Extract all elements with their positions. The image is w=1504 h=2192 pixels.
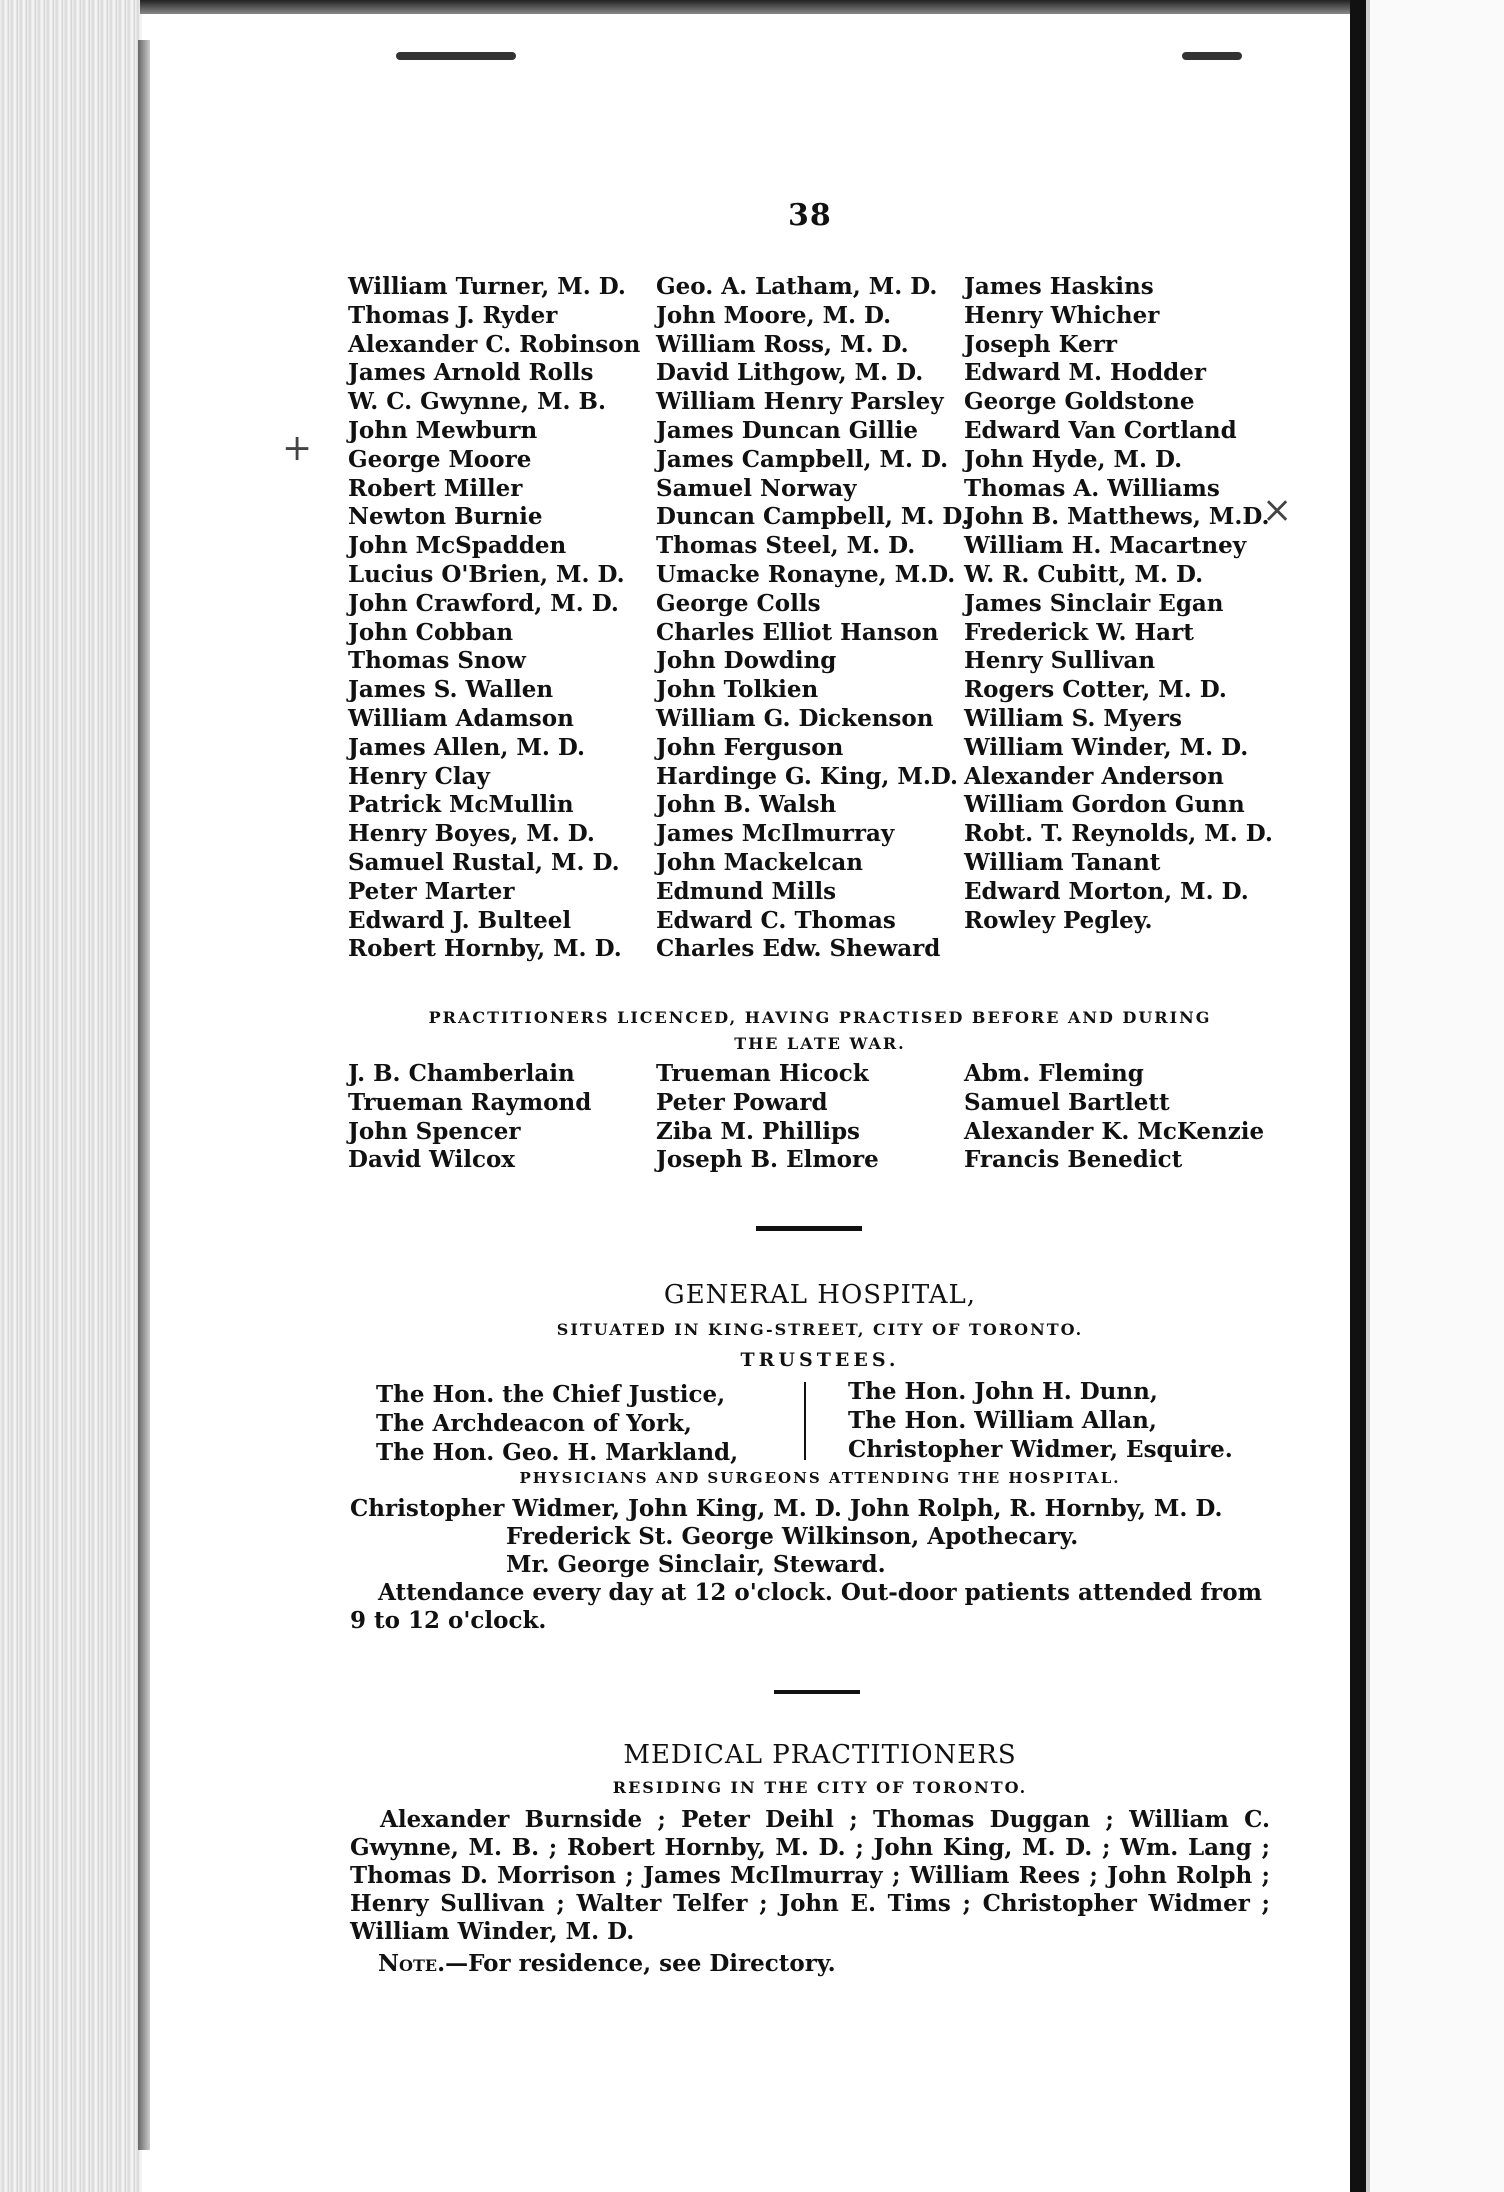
physician-name: Thomas A. Williams <box>964 474 1220 502</box>
practitioner-name: David Wilcox <box>348 1146 515 1174</box>
physician-name: William Henry Parsley <box>656 388 944 416</box>
physician-name: W. C. Gwynne, M. B. <box>348 388 606 416</box>
practitioner-name: Francis Benedict <box>964 1146 1183 1174</box>
physician-name: Thomas Steel, M. D. <box>656 532 916 560</box>
medical-title: MEDICAL PRACTITIONERS <box>623 1740 1017 1770</box>
physician-name: John Hyde, M. D. <box>964 445 1183 473</box>
physician-name: John Moore, M. D. <box>656 301 892 329</box>
physician-name: Peter Marter <box>348 877 515 905</box>
trustees-left <box>376 1380 738 1467</box>
physician-name: Thomas Snow <box>348 647 526 675</box>
physician-name: David Lithgow, M. D. <box>656 359 924 387</box>
licenced-heading-continued: THE LATE WAR. <box>734 1034 906 1053</box>
physician-name: James Allen, M. D. <box>348 733 586 761</box>
physician-name: Frederick W. Hart <box>964 618 1194 646</box>
trustees-right <box>848 1377 1233 1464</box>
physician-name: James McIlmurray <box>656 820 895 848</box>
physician-name: Robt. T. Reynolds, M. D. <box>964 820 1273 848</box>
steward-line: Mr. George Sinclair, Steward. <box>506 1551 886 1578</box>
practitioner-name: Trueman Hicock <box>656 1060 869 1087</box>
physician-name: Geo. A. Latham, M. D. <box>656 273 938 300</box>
physician-name: William G. Dickenson <box>656 704 934 732</box>
section-divider <box>756 1226 862 1231</box>
practitioner-name: Joseph B. Elmore <box>656 1146 879 1174</box>
licenced-column-1 <box>348 1060 591 1175</box>
physicians-column-2 <box>656 273 969 964</box>
physician-name: William Tanant <box>964 848 1161 876</box>
physician-name: James Arnold Rolls <box>348 359 594 387</box>
physician-name: William Adamson <box>348 704 574 732</box>
physician-name: John Dowding <box>656 647 837 675</box>
physician-name: Alexander C. Robinson <box>348 330 641 358</box>
page-stack-edge <box>0 0 142 2192</box>
physician-name: Henry Boyes, M. D. <box>348 820 595 848</box>
physician-name: W. R. Cubitt, M. D. <box>964 560 1204 588</box>
trustee-name: The Hon. William Allan, <box>848 1407 1157 1434</box>
physician-name: Charles Elliot Hanson <box>656 618 939 646</box>
physician-name: Edward J. Bulteel <box>348 906 572 934</box>
section-divider <box>774 1690 860 1694</box>
ink-smudge <box>396 52 516 60</box>
physician-name: James S. Wallen <box>348 676 554 704</box>
trustee-name: The Hon. the Chief Justice, <box>376 1381 726 1408</box>
physician-name: Lucius O'Brien, M. D. <box>348 560 625 588</box>
physician-name: Edmund Mills <box>656 877 837 905</box>
trustee-name: The Hon. John H. Dunn, <box>848 1378 1158 1405</box>
physician-name: Rowley Pegley. <box>964 906 1153 934</box>
licenced-column-3 <box>964 1060 1264 1175</box>
physician-name: George Goldstone <box>964 388 1195 416</box>
physician-name: Henry Sullivan <box>964 647 1156 675</box>
trustee-name: The Archdeacon of York, <box>376 1410 692 1437</box>
physician-name: John McSpadden <box>348 532 567 560</box>
practitioner-name: John Spencer <box>348 1117 521 1145</box>
gutter-shadow <box>1350 0 1366 2192</box>
physician-name: John Cobban <box>348 618 514 646</box>
attendance-line: Attendance every day at 12 o'clock. Out-door patients attended from <box>378 1579 1262 1606</box>
adjacent-page <box>1366 0 1504 2192</box>
physician-name: Edward C. Thomas <box>656 906 896 934</box>
physician-name: James Duncan Gillie <box>656 416 918 444</box>
trustees-heading: TRUSTEES. <box>740 1349 900 1371</box>
physician-name: Henry Clay <box>348 762 490 790</box>
physician-name: Duncan Campbell, M. D. <box>656 503 970 531</box>
physician-name: Samuel Norway <box>656 474 857 502</box>
physician-name: Joseph Kerr <box>964 330 1117 358</box>
practitioner-name: J. B. Chamberlain <box>348 1060 575 1087</box>
physician-name: Newton Burnie <box>348 503 543 531</box>
physician-name: John Mewburn <box>348 416 538 444</box>
licenced-heading: PRACTITIONERS LICENCED, HAVING PRACTISED BEFORE AND DURING <box>428 1008 1212 1027</box>
residence-note <box>378 1950 836 1977</box>
physician-name: William Turner, M. D. <box>348 273 626 300</box>
physician-name: Alexander Anderson <box>964 762 1224 790</box>
physician-name: John Crawford, M. D. <box>348 589 619 617</box>
physician-name: John B. Walsh <box>656 791 837 819</box>
pencil-mark: × <box>1262 490 1293 531</box>
note-text: —For residence, see Directory. <box>445 1950 836 1977</box>
hospital-title: GENERAL HOSPITAL, <box>663 1280 977 1310</box>
physician-name: George Colls <box>656 589 821 617</box>
pencil-mark: + <box>282 428 313 469</box>
trustee-name: The Hon. Geo. H. Markland, <box>376 1439 739 1466</box>
attending-physicians: Christopher Widmer, John King, M. D. John Rolph, R. Hornby, M. D. <box>350 1495 1223 1522</box>
physician-name: John Mackelcan <box>656 848 863 876</box>
physician-name: Robert Hornby, M. D. <box>348 935 622 963</box>
physicians-column-3 <box>964 273 1273 935</box>
physician-name: Thomas J. Ryder <box>348 301 558 329</box>
physician-name: Edward Morton, M. D. <box>964 877 1249 905</box>
medical-subtitle: RESIDING IN THE CITY OF TORONTO. <box>612 1778 1028 1797</box>
apothecary-line: Frederick St. George Wilkinson, Apothecary. <box>506 1523 1079 1550</box>
physician-name: James Sinclair Egan <box>964 589 1224 617</box>
physician-name: Patrick McMullin <box>348 791 574 819</box>
physician-name: Hardinge G. King, M.D. <box>656 762 958 790</box>
note-label: Note. <box>378 1950 446 1977</box>
physicians-column-1 <box>348 273 640 964</box>
top-page-edge <box>140 0 1350 14</box>
physician-name: William S. Myers <box>964 704 1182 732</box>
hospital-subtitle: SITUATED IN KING-STREET, CITY OF TORONTO. <box>556 1320 1084 1339</box>
attending-heading: PHYSICIANS AND SURGEONS ATTENDING THE HOSPITAL. <box>519 1469 1121 1487</box>
physician-name: Robert Miller <box>348 474 523 502</box>
physician-name: Samuel Rustal, M. D. <box>348 848 620 876</box>
attendance-line-continued: 9 to 12 o'clock. <box>350 1607 547 1634</box>
trustee-name: Christopher Widmer, Esquire. <box>848 1436 1233 1463</box>
licenced-column-2 <box>656 1060 879 1175</box>
physician-name: Charles Edw. Sheward <box>656 935 941 963</box>
page-number: 38 <box>788 198 832 233</box>
physician-name: Edward Van Cortland <box>964 416 1237 444</box>
ink-smudge <box>1182 52 1242 60</box>
practitioner-name: Peter Poward <box>656 1088 828 1116</box>
binding-shadow <box>138 40 150 2150</box>
practitioner-name: Samuel Bartlett <box>964 1088 1170 1116</box>
practitioner-name: Alexander K. McKenzie <box>964 1117 1265 1145</box>
physician-name: William Ross, M. D. <box>656 330 909 358</box>
physician-name: Rogers Cotter, M. D. <box>964 676 1227 704</box>
physician-name: Umacke Ronayne, M.D. <box>656 560 956 588</box>
physician-name: John Ferguson <box>656 733 844 761</box>
practitioner-name: Abm. Fleming <box>964 1060 1144 1087</box>
physician-name: John Tolkien <box>656 676 819 704</box>
practitioner-name: Ziba M. Phillips <box>656 1117 860 1145</box>
physician-name: John B. Matthews, M.D. <box>964 503 1270 531</box>
physician-name: George Moore <box>348 445 532 473</box>
physician-name: Henry Whicher <box>964 301 1160 329</box>
physician-name: William H. Macartney <box>964 532 1247 560</box>
physician-name: James Haskins <box>964 273 1154 300</box>
physician-name: William Gordon Gunn <box>964 791 1245 819</box>
trustees-divider <box>804 1382 806 1460</box>
physician-name: James Campbell, M. D. <box>656 445 949 473</box>
practitioner-name: Trueman Raymond <box>348 1088 592 1116</box>
medical-practitioners-list: Alexander Burnside ; Peter Deihl ; Thomas Duggan ; William C. Gwynne, M. B. ; Robert Hornby, M. D. ; John King, M. D. ; Wm. Lang ; Thomas D. Morrison ; James McIlmurray ; William Rees ; John Rolph ; Henry Sullivan ; Walter Telfer ; John E. Tims ; Christopher Widmer ; William Winder, M. D. <box>350 1806 1270 1945</box>
physician-name: Edward M. Hodder <box>964 359 1206 387</box>
physician-name: William Winder, M. D. <box>964 733 1249 761</box>
